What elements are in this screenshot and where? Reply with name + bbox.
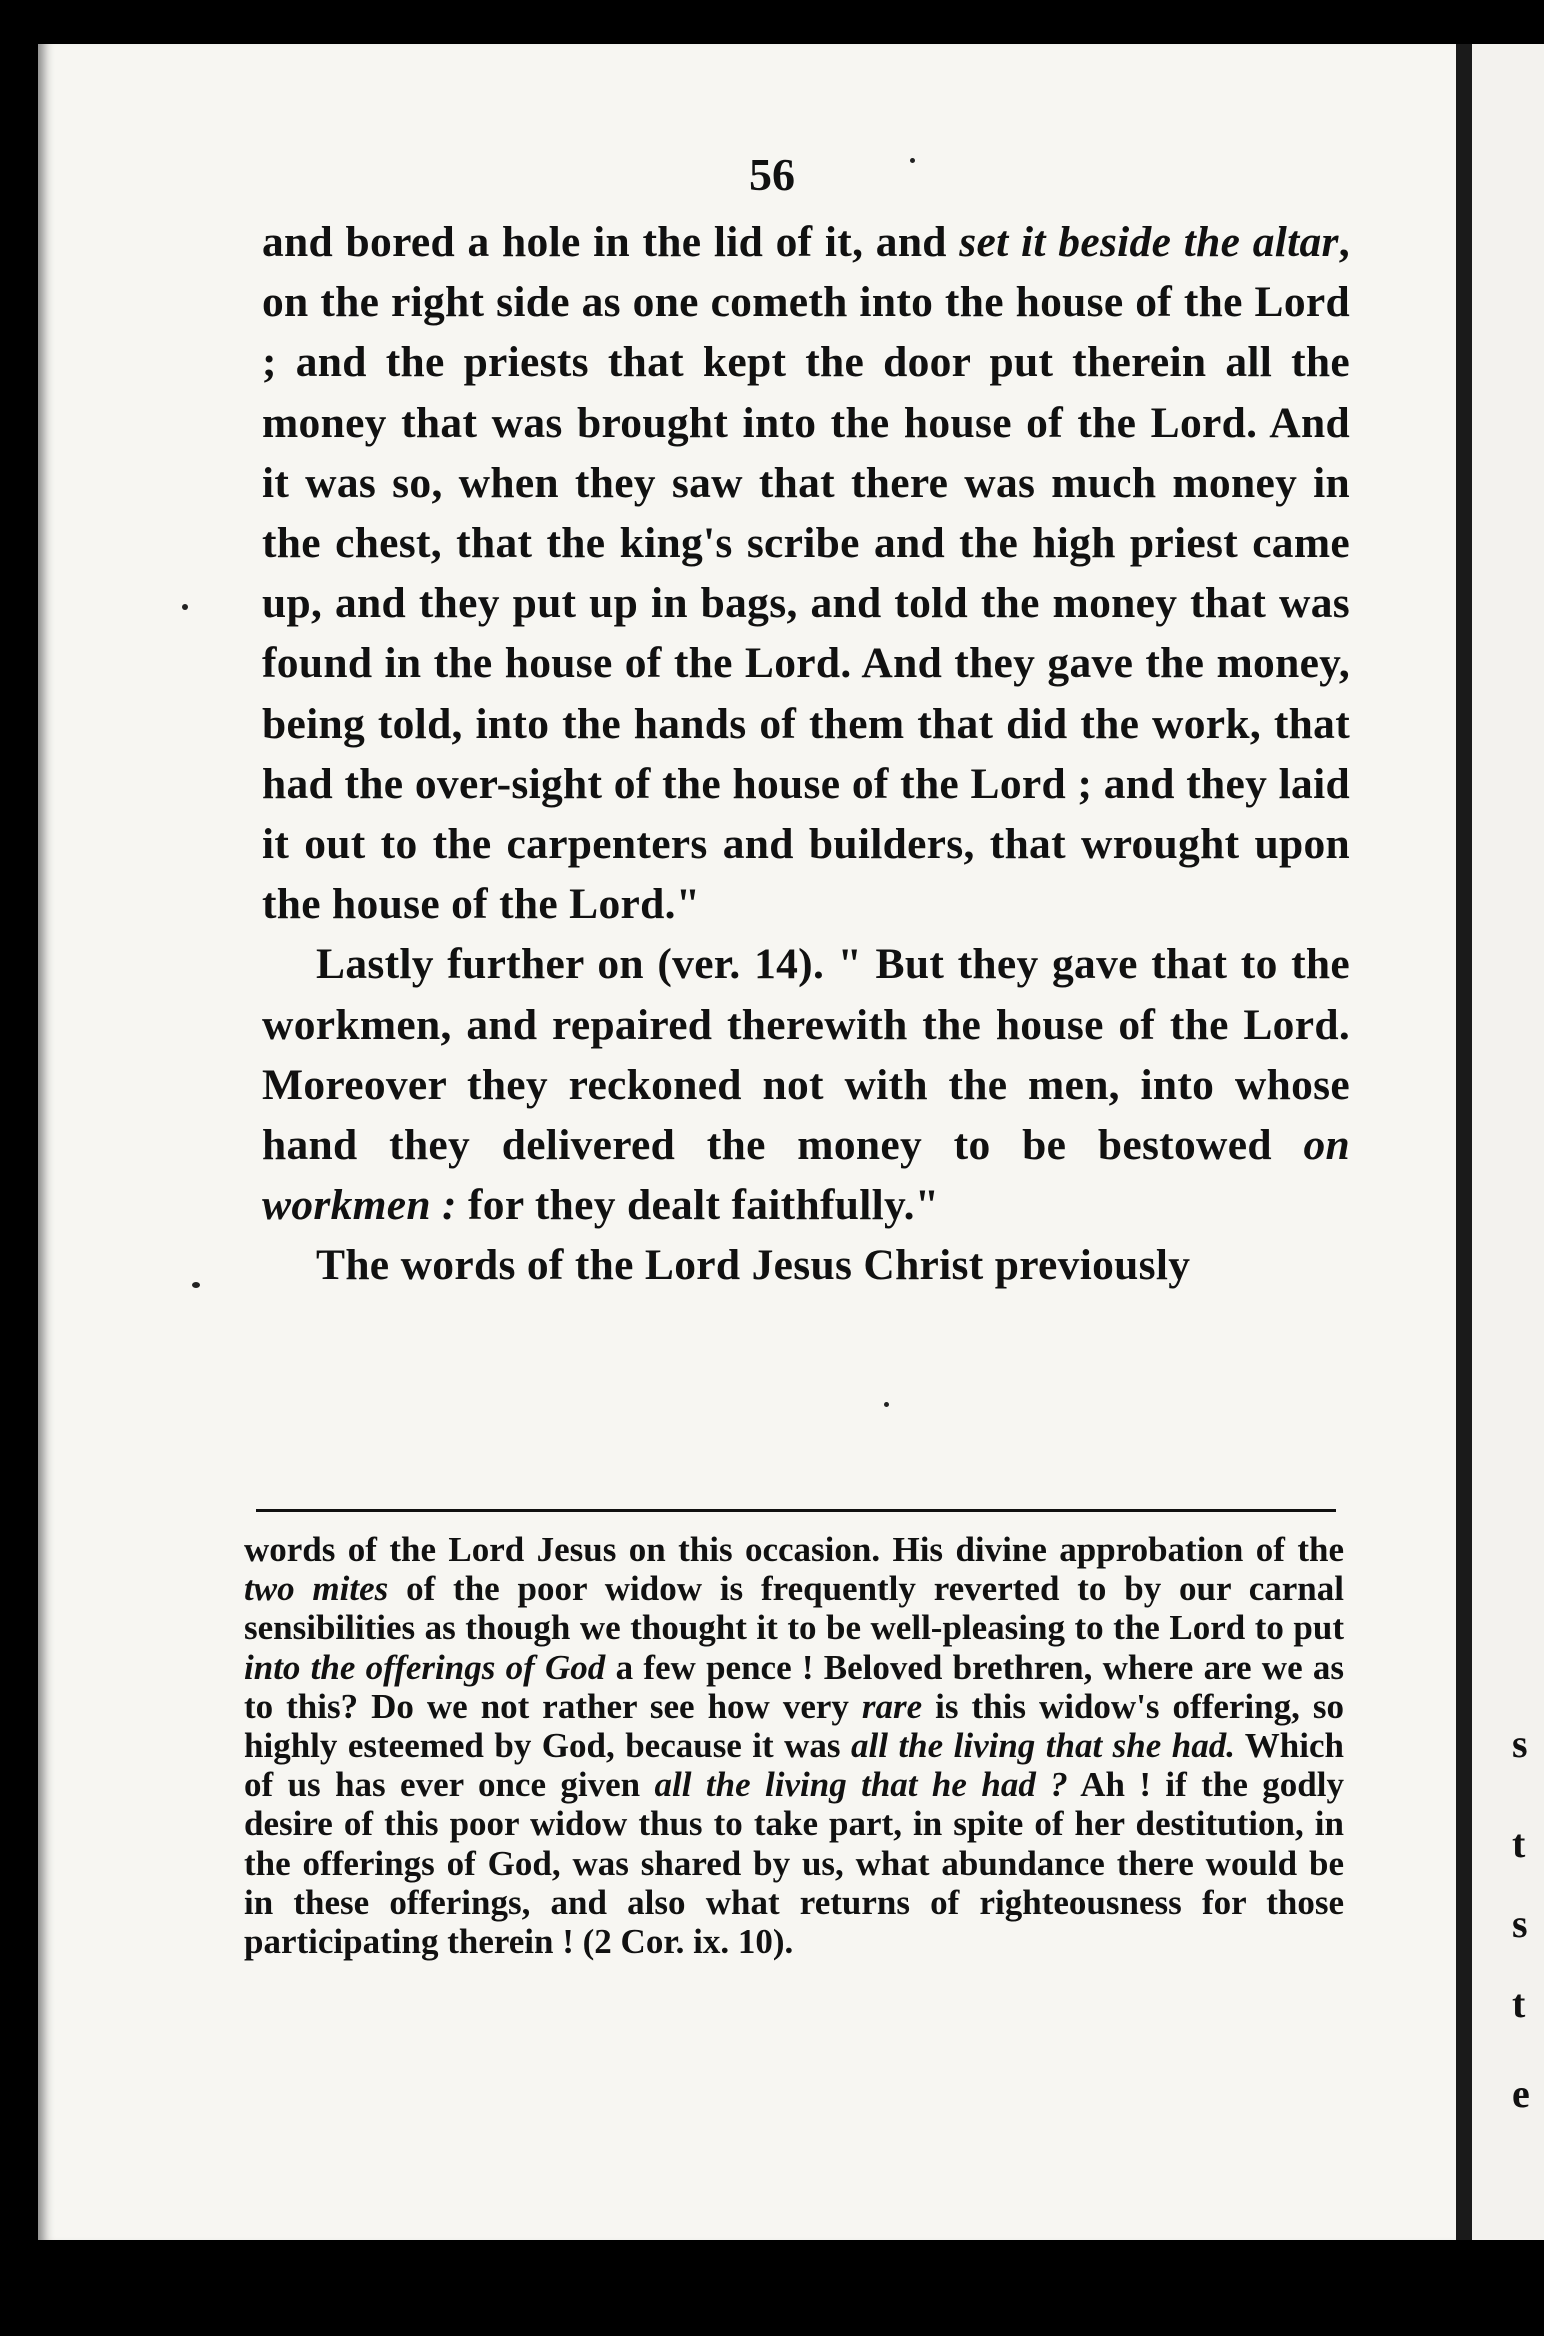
- page-number: 56: [749, 149, 795, 200]
- ink-speck: [182, 604, 188, 610]
- italic-segment: rare: [861, 1686, 923, 1726]
- adjacent-page-letter: s: [1512, 1901, 1528, 1946]
- italic-segment: into the offerings of God: [244, 1647, 606, 1687]
- adjacent-page-letter: e: [1512, 2071, 1530, 2116]
- text-segment: Which of us has ever once given: [244, 1726, 1344, 1805]
- page-binding-gutter: [1456, 44, 1472, 2240]
- text-segment: is this widow's offering, so highly esteemed by God, because it was: [244, 1686, 1344, 1766]
- adjacent-page-letter: s: [1512, 1721, 1528, 1766]
- text-segment: words of the Lord Jesus on this occasion. His divine approbation of the: [244, 1530, 1344, 1569]
- italic-segment: on workmen :: [262, 1121, 1350, 1230]
- ink-speck: [884, 1402, 889, 1407]
- italic-segment: set it beside the altar: [959, 218, 1339, 266]
- italic-segment: all the living that he had ?: [654, 1765, 1068, 1805]
- italic-segment: two mites: [244, 1569, 389, 1609]
- text-segment: a few pence ! Beloved brethren, where are we as to this? Do we not rather see how very: [244, 1647, 1345, 1726]
- main-text-body: [262, 212, 1350, 1296]
- paragraph-lastly: [262, 934, 1350, 1235]
- text-segment: Ah ! if the godly desire of this poor widow thus to take part, in spite of her destitution, in the offerings of God, was shared by us, what abundance there would be in these offerings, and also what returns of righteousness for those participating therein ! (2 Cor. ix. 10).: [244, 1765, 1344, 1962]
- footnote-rule: [256, 1509, 1336, 1512]
- text-segment: Lastly further on (ver. 14). " But they gave that to the workmen, and repaired therewith the house of the Lord. Moreover they reckoned not with the men, into whose hand they delivered the money to be bestowed: [262, 940, 1350, 1170]
- paragraph-continuation: [262, 212, 1350, 934]
- italic-segment: all the living that she had.: [851, 1726, 1235, 1766]
- ink-speck: [910, 158, 915, 163]
- footnote: [244, 1530, 1344, 1961]
- text-segment: The words of the Lord Jesus Christ previously: [316, 1241, 1191, 1290]
- adjacent-page-edge: [1472, 44, 1544, 2240]
- text-segment: , on the right side as one cometh into the house of the Lord ; and the priests that kept the door put therein all the money that was brought into the house of the Lord. And it was so, when they saw that there was much money in the chest, that the king's scribe and the high priest came up, and they put up in bags, and told the money that was found in the house of the Lord. And they gave the money, being told, into the hands of them that did the work, that had the over-sight of the house of the Lord ; and they laid it out to the carpenters and builders, that wrought upon the house of the Lord.": [262, 218, 1350, 929]
- text-segment: of the poor widow is frequently reverted to by our carnal sensibilities as though we thought it to be well-pleasing to the Lord to put: [244, 1569, 1344, 1648]
- footnote-paragraph: [244, 1530, 1344, 1961]
- ink-speck: [192, 1282, 200, 1288]
- adjacent-page-letter: t: [1512, 1821, 1526, 1866]
- text-segment: for they dealt faithfully.": [456, 1181, 940, 1230]
- adjacent-page-letter: t: [1512, 1981, 1526, 2026]
- text-segment: and bored a hole in the lid of it, and: [262, 218, 960, 266]
- paragraph-words-of-the-lord: [262, 1235, 1350, 1295]
